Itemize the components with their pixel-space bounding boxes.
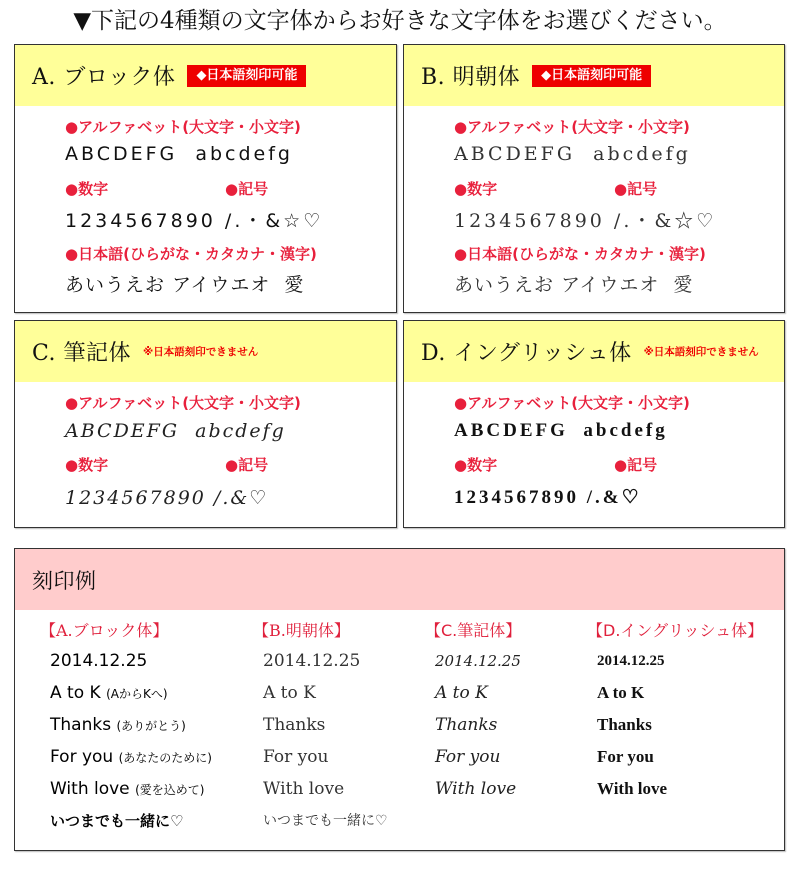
- symbols-label: ●記号: [614, 180, 658, 198]
- example-row: A to K (AからKへ): [50, 683, 168, 703]
- example-row: Thanks: [597, 715, 652, 734]
- alphabet-sample: ABCDEFG abcdefg: [454, 420, 668, 441]
- alphabet-label: ●アルファベット(大文字・小文字): [454, 118, 690, 136]
- example-column-script: [425, 621, 522, 805]
- symbols-label: ●記号: [225, 180, 269, 198]
- page-headline: ▼下記の4種類の文字体からお好きな文字体をお選びください。: [73, 8, 727, 34]
- numbers-label: ●数字: [454, 456, 498, 474]
- numbers-symbols-sample: 1234567890 /.・&☆♡: [65, 210, 324, 232]
- font-card-title: A. ブロック体: [32, 65, 176, 90]
- font-card-block: [14, 44, 397, 313]
- example-row: For you: [263, 747, 329, 767]
- example-row: With love: [263, 779, 345, 799]
- numbers-label: ●数字: [454, 180, 498, 198]
- example-translation: (あなたのために): [118, 751, 212, 765]
- japanese-sample: あいうえお アイウエオ 愛: [454, 274, 694, 296]
- font-card-header: [404, 45, 784, 106]
- japanese-unsupported-notice: ※日本語刻印できません: [143, 346, 259, 358]
- example-column-label: 【A.ブロック体】: [40, 621, 169, 640]
- example-row: 2014.12.25: [435, 652, 521, 670]
- japanese-sample: あいうえお アイウエオ 愛: [65, 274, 305, 296]
- example-column-mincho: [253, 621, 388, 837]
- japanese-label: ●日本語(ひらがな・カタカナ・漢字): [454, 245, 706, 263]
- font-card-title: D. イングリッシュ体: [421, 341, 632, 366]
- font-card-header: [15, 321, 396, 382]
- symbols-label: ●記号: [225, 456, 269, 474]
- alphabet-sample: ABCDEFG abcdefg: [65, 143, 293, 165]
- example-row: いつまでも一緒に♡: [50, 812, 184, 830]
- alphabet-sample: ABCDEFG abcdefg: [454, 143, 691, 165]
- example-row: Thanks (ありがとう): [50, 715, 186, 735]
- alphabet-label: ●アルファベット(大文字・小文字): [454, 394, 690, 412]
- example-column-block: [40, 621, 212, 837]
- example-row: With love (愛を込めて): [50, 779, 205, 799]
- example-row: A to K: [435, 683, 488, 703]
- numbers-label: ●数字: [65, 456, 109, 474]
- example-row: For you: [597, 747, 654, 766]
- font-card-title: C. 筆記体: [32, 341, 132, 366]
- examples-title: 刻印例: [32, 568, 97, 593]
- example-column-label: 【D.イングリッシュ体】: [587, 621, 764, 640]
- font-card-mincho: [403, 44, 785, 313]
- example-column-label: 【C.筆記体】: [425, 621, 522, 640]
- example-row: 2014.12.25: [597, 653, 665, 669]
- japanese-supported-badge: ◆日本語刻印可能: [532, 65, 651, 87]
- japanese-unsupported-notice: ※日本語刻印できません: [643, 346, 759, 358]
- examples-header: [15, 549, 784, 610]
- example-row: For you (あなたのために): [50, 747, 212, 767]
- example-row: With love: [597, 779, 668, 798]
- numbers-symbols-sample: 1234567890 /.&♡: [65, 487, 269, 509]
- font-card-header: [15, 45, 396, 106]
- example-translation: (ありがとう): [116, 719, 186, 733]
- example-row: 2014.12.25: [50, 651, 148, 671]
- example-translation: (AからKへ): [106, 687, 168, 701]
- alphabet-label: ●アルファベット(大文字・小文字): [65, 118, 301, 136]
- example-column-label: 【B.明朝体】: [253, 621, 350, 640]
- numbers-label: ●数字: [65, 180, 109, 198]
- example-translation: (愛を込めて): [135, 783, 205, 797]
- example-row: いつまでも一緒に♡: [263, 813, 388, 829]
- example-row: For you: [435, 747, 501, 767]
- example-column-english: [587, 621, 764, 805]
- japanese-supported-badge: ◆日本語刻印可能: [187, 65, 306, 87]
- alphabet-sample: ABCDEFG abcdefg: [65, 420, 286, 442]
- japanese-label: ●日本語(ひらがな・カタカナ・漢字): [65, 245, 317, 263]
- numbers-symbols-sample: 1234567890 /.&♡: [454, 487, 642, 508]
- alphabet-label: ●アルファベット(大文字・小文字): [65, 394, 301, 412]
- symbols-label: ●記号: [614, 456, 658, 474]
- font-card-english: [403, 320, 785, 528]
- example-row: 2014.12.25: [263, 651, 361, 671]
- example-row: Thanks: [263, 715, 326, 735]
- example-row: A to K: [597, 683, 645, 702]
- example-row: Thanks: [435, 715, 498, 735]
- font-card-title: B. 明朝体: [421, 65, 521, 90]
- engraving-examples: [14, 548, 785, 851]
- example-row: A to K: [263, 683, 316, 703]
- font-card-script: [14, 320, 397, 528]
- font-card-header: [404, 321, 784, 382]
- numbers-symbols-sample: 1234567890 /.・&☆♡: [454, 210, 717, 232]
- example-row: With love: [435, 779, 517, 799]
